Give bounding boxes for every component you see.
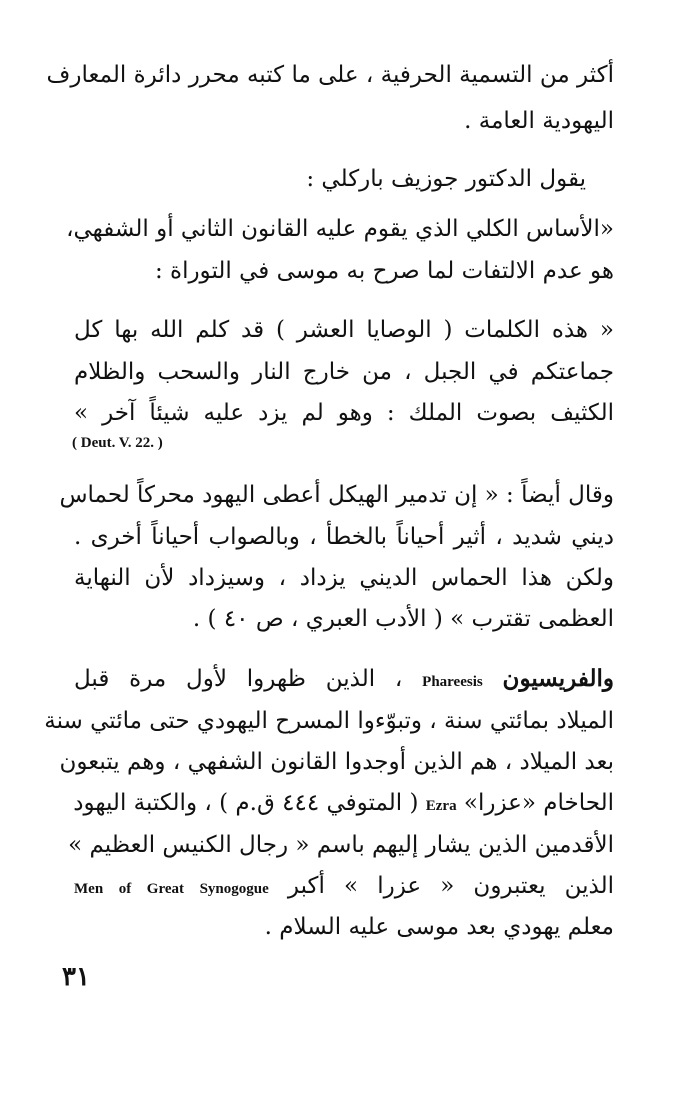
text-line: ديني شديد ، أثير أحياناً بالخطأ ، وبالصواب أحياناً أخرى . <box>74 524 614 550</box>
term-pharisees: والفريسيون <box>502 665 615 692</box>
text-fragment: ( المتوفي ٤٤٤ ق.م ) ، والكتبة اليهود <box>73 790 419 816</box>
text-fragment: الحاخام «عزرا» <box>463 790 614 816</box>
text-line: معلم يهودي بعد موسى عليه السلام . <box>264 914 614 940</box>
quote-line: جماعتكم في الجبل ، من خارج النار والسحب والظلام <box>74 359 614 385</box>
text-line <box>74 788 614 821</box>
latin-term: Ezra <box>425 798 457 814</box>
quote-line: « هذه الكلمات ( الوصايا العشر ) قد كلم الله بها كل <box>74 317 614 343</box>
text-line <box>74 664 614 697</box>
text-fragment: ، الذين ظهروا لأول مرة قبل <box>74 666 403 692</box>
text-line: وقال أيضاً : « إن تدمير الهيكل أعطى اليهود محركاً لحماس <box>59 482 614 508</box>
scripture-reference: ( Deut. V. 22. ) <box>72 435 163 451</box>
quote-line: هو عدم الالتفات لما صرح به موسى في التوراة : <box>154 258 614 284</box>
latin-term: Men of Great Synogogue <box>74 881 269 897</box>
quote-line: «الأساس الكلي الذي يقوم عليه القانون الثاني أو الشفهي، <box>66 216 614 242</box>
text-line <box>74 871 614 904</box>
text-fragment: الذين يعتبرون « عزرا » أكبر <box>287 873 615 899</box>
text-line: أكثر من التسمية الحرفية ، على ما كتبه محرر دائرة المعارف <box>46 62 614 88</box>
latin-term: Phareesis <box>422 674 483 690</box>
text-line: الأقدمين الذين يشار إليهم باسم « رجال الكنيس العظيم » <box>68 832 614 858</box>
text-line: العظمى تقترب » ( الأدب العبري ، ص ٤٠ ) . <box>192 606 614 632</box>
text-line: اليهودية العامة . <box>464 108 614 134</box>
text-line: الميلاد بمائتي سنة ، وتبوّءوا المسرح اليهودي حتى مائتي سنة <box>44 708 614 734</box>
text-line: يقول الدكتور جوزيف باركلي : <box>306 166 586 192</box>
quote-line: الكثيف بصوت الملك : وهو لم يزد عليه شيئاً آخر » <box>74 400 614 426</box>
page-number: ٣١ <box>62 962 90 992</box>
text-line: بعد الميلاد ، هم الذين أوجدوا القانون الشفهي ، وهم يتبعون <box>59 749 614 775</box>
text-line: ولكن هذا الحماس الديني يزداد ، وسيزداد لأن النهاية <box>74 565 614 591</box>
